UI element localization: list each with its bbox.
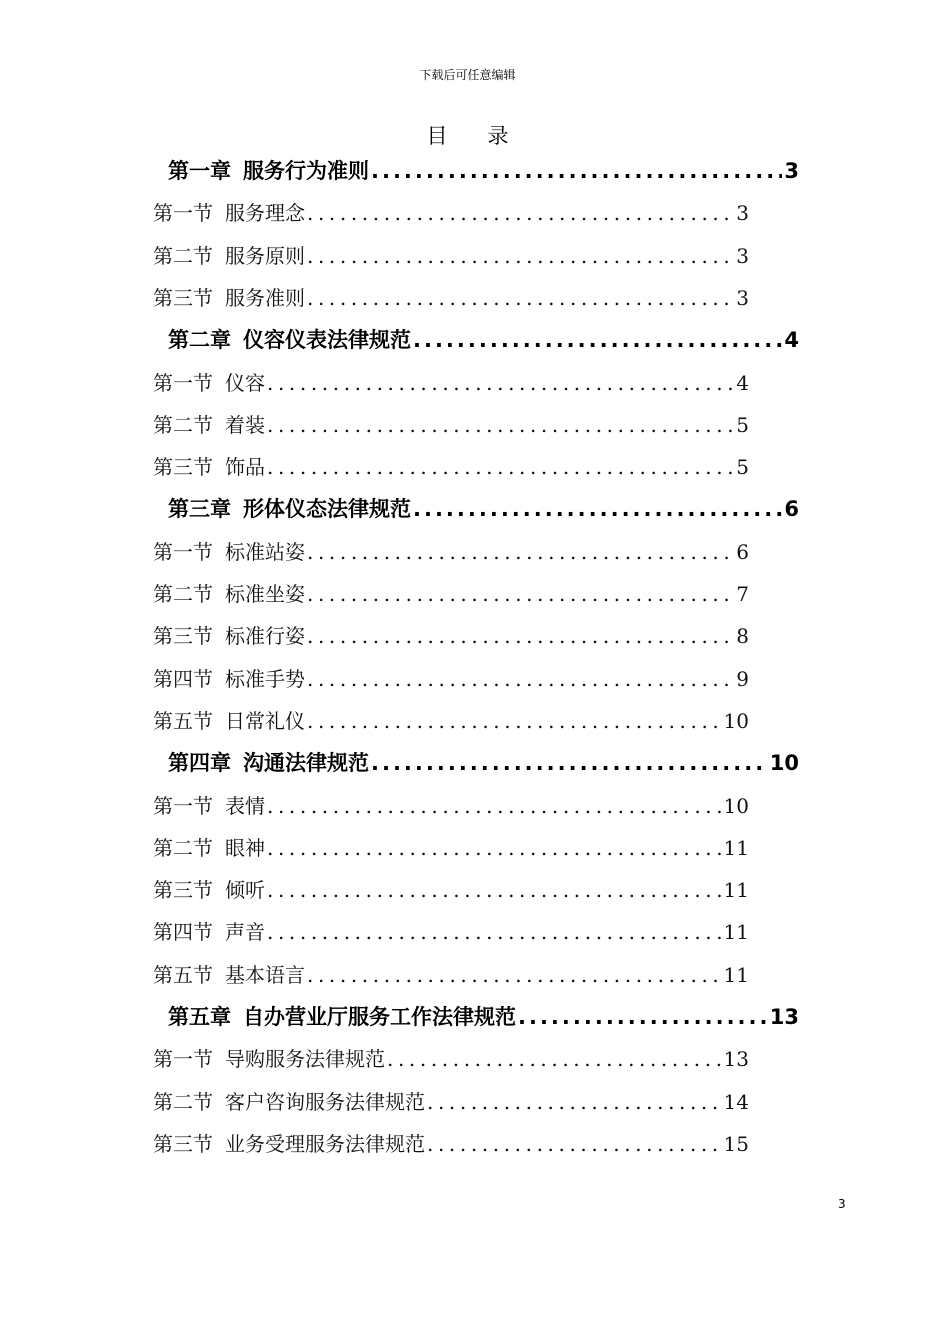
toc-entry-number: 第五节 bbox=[153, 708, 213, 733]
toc-section-entry bbox=[153, 789, 749, 823]
dot-leader bbox=[307, 535, 734, 569]
toc-entry-number: 第五章 bbox=[168, 1005, 231, 1029]
toc-entry-label bbox=[168, 323, 411, 357]
dot-leader bbox=[307, 704, 722, 738]
toc-entry-number: 第三节 bbox=[153, 878, 213, 903]
dot-leader bbox=[413, 323, 782, 357]
toc-section-entry bbox=[153, 662, 749, 696]
dot-leader bbox=[267, 408, 734, 442]
toc-section-entry bbox=[153, 1127, 749, 1161]
toc-entry-number: 第二节 bbox=[153, 835, 213, 860]
toc-entry-number: 第三节 bbox=[153, 624, 213, 649]
toc-entry-page: 7 bbox=[736, 582, 749, 606]
toc-chapter-entry bbox=[168, 1000, 799, 1034]
toc-chapter-entry bbox=[168, 154, 799, 188]
toc-entry-label bbox=[153, 662, 305, 696]
toc-entry-page: 9 bbox=[736, 666, 749, 691]
dot-leader bbox=[267, 789, 722, 823]
dot-leader bbox=[307, 958, 722, 992]
toc-entry-label bbox=[153, 789, 265, 823]
toc-entry-number: 第三章 bbox=[168, 497, 231, 522]
toc-entry-label bbox=[153, 450, 265, 484]
toc-entry-page: 10 bbox=[723, 793, 749, 818]
toc-entry-number: 第四章 bbox=[168, 751, 231, 776]
toc-entry-title: 业务受理服务法律规范 bbox=[225, 1131, 425, 1156]
toc-entry-label bbox=[153, 1127, 425, 1161]
toc-entry-page: 8 bbox=[736, 624, 749, 649]
toc-entry-label bbox=[153, 577, 305, 611]
toc-entry-title: 导购服务法律规范 bbox=[225, 1047, 385, 1072]
toc-entry-page: 14 bbox=[723, 1089, 749, 1114]
toc-section-entry bbox=[153, 239, 749, 273]
toc-entry-title: 沟通法律规范 bbox=[243, 751, 369, 776]
toc-entry-page: 10 bbox=[723, 708, 749, 733]
dot-leader bbox=[267, 873, 722, 907]
toc-entry-number: 第二节 bbox=[153, 582, 213, 606]
toc-entry-number: 第五节 bbox=[153, 962, 213, 987]
toc-entry-title: 自办营业厅服务工作法律规范 bbox=[243, 1005, 516, 1029]
toc-entry-title: 形体仪态法律规范 bbox=[243, 497, 411, 522]
toc-section-entry bbox=[153, 408, 749, 442]
toc-section-entry bbox=[153, 450, 749, 484]
toc-entry-title: 服务原则 bbox=[225, 243, 305, 268]
dot-leader bbox=[371, 746, 768, 780]
toc-entry-number: 第四节 bbox=[153, 666, 213, 691]
toc-section-entry bbox=[153, 873, 749, 907]
toc-entry-title: 标准手势 bbox=[225, 666, 305, 691]
toc-section-entry bbox=[153, 577, 749, 611]
toc-entry-label bbox=[153, 619, 305, 653]
toc-entry-page: 11 bbox=[723, 962, 749, 987]
toc-entry-page: 3 bbox=[736, 201, 749, 226]
toc-entry-label bbox=[153, 239, 305, 273]
dot-leader bbox=[267, 831, 722, 865]
toc-entry-page: 15 bbox=[723, 1131, 749, 1156]
toc-section-entry bbox=[153, 619, 749, 653]
toc-entry-page: 10 bbox=[769, 751, 799, 776]
toc-entry-page: 11 bbox=[723, 835, 749, 860]
toc-entry-page: 11 bbox=[723, 920, 749, 945]
toc-section-entry bbox=[153, 1042, 749, 1076]
dot-leader bbox=[307, 619, 734, 653]
toc-entry-title: 仪容仪表法律规范 bbox=[243, 328, 411, 353]
toc-entry-number: 第一节 bbox=[153, 201, 213, 226]
toc-chapter-entry bbox=[168, 323, 799, 357]
dot-leader bbox=[518, 1000, 768, 1034]
toc-entry-page: 6 bbox=[784, 497, 799, 522]
toc-section-entry bbox=[153, 535, 749, 569]
dot-leader bbox=[267, 366, 734, 400]
toc-entry-title: 饰品 bbox=[225, 455, 265, 480]
toc-entry-title: 声音 bbox=[225, 920, 265, 945]
toc-entry-number: 第三节 bbox=[153, 1131, 213, 1156]
dot-leader bbox=[427, 1127, 722, 1161]
toc-entry-title: 眼神 bbox=[225, 835, 265, 860]
toc-entry-page: 13 bbox=[723, 1047, 749, 1072]
header-note: 下载后可任意编辑 bbox=[419, 68, 516, 82]
toc-entry-label bbox=[168, 492, 411, 526]
toc-entry-label bbox=[153, 1085, 425, 1119]
dot-leader bbox=[371, 154, 782, 188]
toc-entry-label bbox=[153, 196, 305, 230]
toc-section-entry bbox=[153, 958, 749, 992]
toc-chapter-entry bbox=[168, 746, 799, 780]
toc-entry-page: 3 bbox=[736, 285, 749, 310]
dot-leader bbox=[307, 662, 734, 696]
toc-entry-page: 5 bbox=[736, 412, 749, 437]
toc-entry-page: 3 bbox=[736, 243, 749, 268]
toc-entry-number: 第二章 bbox=[168, 328, 231, 353]
toc-entry-page: 6 bbox=[736, 539, 749, 564]
page-number: 3 bbox=[838, 1197, 846, 1211]
toc-entry-title: 服务理念 bbox=[225, 201, 305, 226]
toc-entry-page: 5 bbox=[736, 455, 749, 480]
toc-entry-label bbox=[168, 1000, 516, 1034]
toc-entry-title: 标准坐姿 bbox=[225, 582, 305, 606]
toc-entry-label bbox=[153, 1042, 385, 1076]
toc-entry-title: 标准站姿 bbox=[225, 539, 305, 564]
toc-entry-title: 表情 bbox=[225, 793, 265, 818]
toc-entry-title: 倾听 bbox=[225, 878, 265, 903]
toc-entry-page: 11 bbox=[723, 878, 749, 903]
toc-entry-label bbox=[153, 535, 305, 569]
toc-entry-label bbox=[168, 154, 369, 188]
toc-entry-label bbox=[153, 704, 305, 738]
toc-entry-number: 第二节 bbox=[153, 412, 213, 437]
dot-leader bbox=[267, 450, 734, 484]
toc-entry-number: 第一节 bbox=[153, 539, 213, 564]
toc-entry-number: 第一节 bbox=[153, 793, 213, 818]
toc-entry-title: 服务行为准则 bbox=[243, 159, 369, 183]
toc-section-entry bbox=[153, 915, 749, 949]
toc-entry-label bbox=[153, 366, 265, 400]
dot-leader bbox=[307, 577, 734, 611]
toc-entry-number: 第二节 bbox=[153, 1089, 213, 1114]
toc-entry-number: 第一节 bbox=[153, 1047, 213, 1072]
toc-section-entry bbox=[153, 281, 749, 315]
toc-entry-title: 日常礼仪 bbox=[225, 708, 305, 733]
toc-entry-title: 仪容 bbox=[225, 370, 265, 395]
toc-entry-label bbox=[153, 915, 265, 949]
toc-entry-title: 标准行姿 bbox=[225, 624, 305, 649]
toc-section-entry bbox=[153, 831, 749, 865]
toc-entry-label bbox=[153, 281, 305, 315]
toc-entry-title: 服务准则 bbox=[225, 285, 305, 310]
toc-section-entry bbox=[153, 196, 749, 230]
toc-entry-page: 3 bbox=[784, 159, 799, 183]
toc-entry-label bbox=[168, 746, 369, 780]
toc-entry-label bbox=[153, 408, 265, 442]
dot-leader bbox=[413, 492, 782, 526]
toc-title: 目录 bbox=[426, 124, 549, 148]
toc-entry-label bbox=[153, 873, 265, 907]
toc-entry-title: 基本语言 bbox=[225, 962, 305, 987]
dot-leader bbox=[307, 239, 734, 273]
toc-chapter-entry bbox=[168, 492, 799, 526]
toc-entry-number: 第一节 bbox=[153, 370, 213, 395]
toc-section-entry bbox=[153, 366, 749, 400]
toc-entry-number: 第二节 bbox=[153, 243, 213, 268]
toc-entry-page: 13 bbox=[769, 1005, 799, 1029]
toc-section-entry bbox=[153, 1085, 749, 1119]
toc-section-entry bbox=[153, 704, 749, 738]
toc-entry-page: 4 bbox=[784, 328, 799, 353]
toc-entry-number: 第一章 bbox=[168, 159, 231, 183]
toc-entry-label bbox=[153, 958, 305, 992]
dot-leader bbox=[427, 1085, 722, 1119]
toc-entry-number: 第三节 bbox=[153, 285, 213, 310]
toc-entry-page: 4 bbox=[736, 370, 749, 395]
dot-leader bbox=[387, 1042, 722, 1076]
toc-entry-number: 第三节 bbox=[153, 455, 213, 480]
toc-entry-title: 着装 bbox=[225, 412, 265, 437]
dot-leader bbox=[307, 196, 734, 230]
toc-entry-number: 第四节 bbox=[153, 920, 213, 945]
toc-entry-title: 客户咨询服务法律规范 bbox=[225, 1089, 425, 1114]
dot-leader bbox=[307, 281, 734, 315]
dot-leader bbox=[267, 915, 722, 949]
toc-entry-label bbox=[153, 831, 265, 865]
